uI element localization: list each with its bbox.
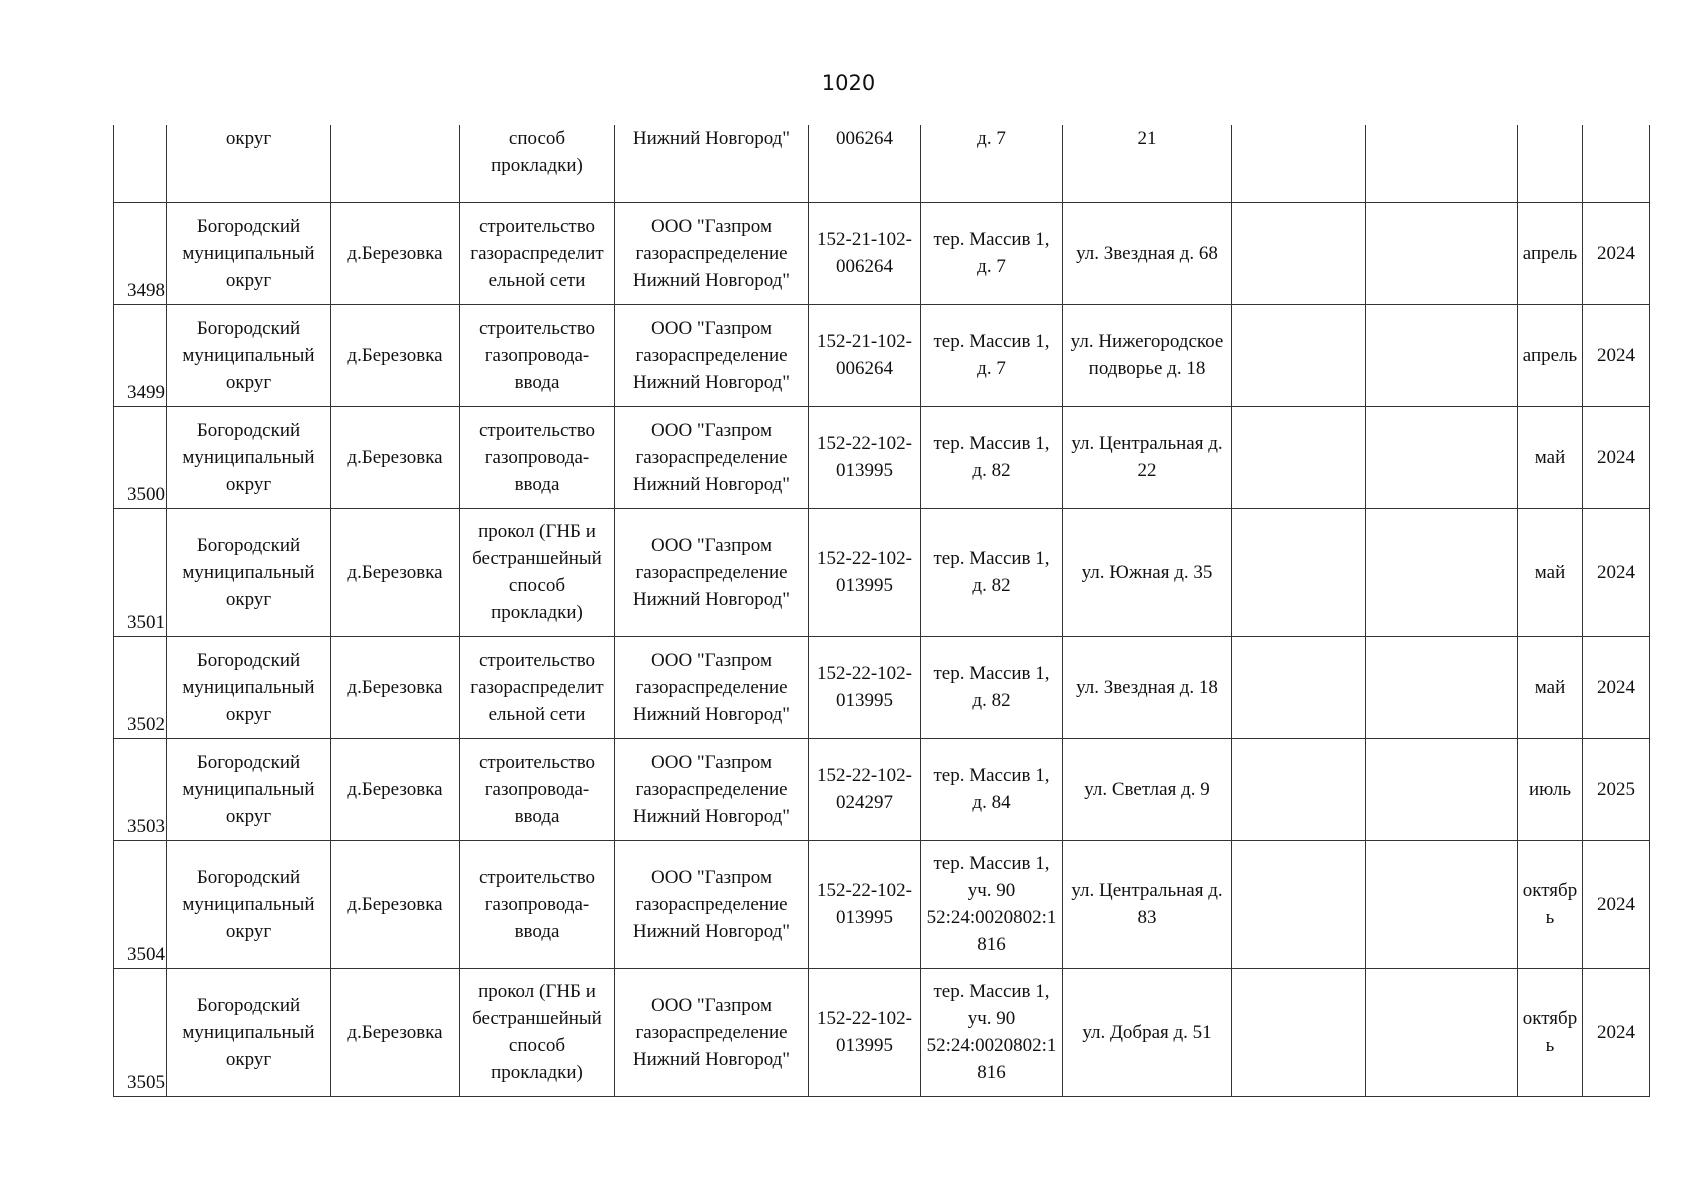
settlement-cell: д.Березовка: [331, 840, 460, 968]
empty-cell: [1232, 508, 1366, 636]
table-row: [114, 304, 1650, 406]
year-cell: 2024: [1583, 636, 1650, 738]
empty-cell: [1366, 968, 1518, 1096]
month-cell: май: [1518, 636, 1583, 738]
settlement-cell: д.Березовка: [331, 304, 460, 406]
empty-cell: [1232, 738, 1366, 840]
month-cell: апрель: [1518, 304, 1583, 406]
empty-cell: [1232, 125, 1366, 202]
empty-cell: [1232, 202, 1366, 304]
empty-cell: [1366, 738, 1518, 840]
district-cell: Богородский муниципальный округ: [167, 738, 331, 840]
row-number-cell: 3500: [114, 406, 167, 508]
address-cell: ул. Добрая д. 51: [1063, 968, 1232, 1096]
address-cell: ул. Южная д. 35: [1063, 508, 1232, 636]
work-type-cell: строительство газопровода- ввода: [460, 406, 615, 508]
company-cell: ООО "Газпром газораспределение Нижний Новгород": [615, 968, 809, 1096]
row-number-cell: 3501: [114, 508, 167, 636]
settlement-cell: д.Березовка: [331, 738, 460, 840]
company-cell: Нижний Новгород": [615, 125, 809, 202]
year-cell: 2024: [1583, 508, 1650, 636]
empty-cell: [1232, 304, 1366, 406]
empty-cell: [1232, 968, 1366, 1096]
row-number-cell: 3505: [114, 968, 167, 1096]
company-cell: ООО "Газпром газораспределение Нижний Новгород": [615, 636, 809, 738]
month-cell: октябр ь: [1518, 840, 1583, 968]
permit-number-cell: 152-21-102- 006264: [809, 202, 921, 304]
company-cell: ООО "Газпром газораспределение Нижний Новгород": [615, 508, 809, 636]
work-type-cell: прокол (ГНБ и бестраншейный способ прокладки): [460, 968, 615, 1096]
table-row: [114, 202, 1650, 304]
month-cell: апрель: [1518, 202, 1583, 304]
location-cell: тер. Массив 1, уч. 90 52:24:0020802:1 816: [921, 840, 1063, 968]
location-cell: тер. Массив 1, д. 7: [921, 304, 1063, 406]
empty-cell: [1232, 406, 1366, 508]
settlement-cell: [331, 125, 460, 202]
permit-number-cell: 152-22-102- 013995: [809, 406, 921, 508]
month-cell: май: [1518, 508, 1583, 636]
empty-cell: [1232, 636, 1366, 738]
empty-cell: [1366, 304, 1518, 406]
work-type-cell: способ прокладки): [460, 125, 615, 202]
district-cell: Богородский муниципальный округ: [167, 304, 331, 406]
work-type-cell: строительство газораспределит ельной сети: [460, 636, 615, 738]
company-cell: ООО "Газпром газораспределение Нижний Новгород": [615, 406, 809, 508]
empty-cell: [1366, 125, 1518, 202]
year-cell: 2024: [1583, 304, 1650, 406]
address-cell: ул. Центральная д. 22: [1063, 406, 1232, 508]
year-cell: 2025: [1583, 738, 1650, 840]
address-cell: ул. Звездная д. 18: [1063, 636, 1232, 738]
empty-cell: [1366, 636, 1518, 738]
location-cell: тер. Массив 1, уч. 90 52:24:0020802:1 816: [921, 968, 1063, 1096]
row-number-cell: [114, 125, 167, 202]
permit-number-cell: 152-22-102- 024297: [809, 738, 921, 840]
permit-number-cell: 006264: [809, 125, 921, 202]
row-number-cell: 3504: [114, 840, 167, 968]
district-cell: Богородский муниципальный округ: [167, 406, 331, 508]
empty-cell: [1366, 406, 1518, 508]
location-cell: тер. Массив 1, д. 82: [921, 508, 1063, 636]
settlement-cell: д.Березовка: [331, 968, 460, 1096]
location-cell: тер. Массив 1, д. 84: [921, 738, 1063, 840]
work-type-cell: строительство газопровода- ввода: [460, 738, 615, 840]
month-cell: май: [1518, 406, 1583, 508]
empty-cell: [1366, 840, 1518, 968]
address-cell: ул. Светлая д. 9: [1063, 738, 1232, 840]
month-cell: [1518, 125, 1583, 202]
work-type-cell: строительство газопровода- ввода: [460, 840, 615, 968]
district-cell: Богородский муниципальный округ: [167, 636, 331, 738]
table-row: [114, 738, 1650, 840]
permit-number-cell: 152-22-102- 013995: [809, 840, 921, 968]
table-row: [114, 968, 1650, 1096]
work-type-cell: строительство газораспределит ельной сети: [460, 202, 615, 304]
month-cell: октябр ь: [1518, 968, 1583, 1096]
permit-number-cell: 152-21-102- 006264: [809, 304, 921, 406]
address-cell: ул. Нижегородское подворье д. 18: [1063, 304, 1232, 406]
settlement-cell: д.Березовка: [331, 636, 460, 738]
district-cell: Богородский муниципальный округ: [167, 508, 331, 636]
row-number-cell: 3499: [114, 304, 167, 406]
district-cell: Богородский муниципальный округ: [167, 202, 331, 304]
row-number-cell: 3498: [114, 202, 167, 304]
year-cell: 2024: [1583, 406, 1650, 508]
year-cell: [1583, 125, 1650, 202]
row-number-cell: 3502: [114, 636, 167, 738]
permit-number-cell: 152-22-102- 013995: [809, 968, 921, 1096]
year-cell: 2024: [1583, 202, 1650, 304]
empty-cell: [1366, 202, 1518, 304]
page-number: 1020: [821, 71, 876, 95]
year-cell: 2024: [1583, 840, 1650, 968]
company-cell: ООО "Газпром газораспределение Нижний Новгород": [615, 840, 809, 968]
table-row: [114, 508, 1650, 636]
table-body: [114, 125, 1650, 1096]
empty-cell: [1232, 840, 1366, 968]
settlement-cell: д.Березовка: [331, 406, 460, 508]
settlement-cell: д.Березовка: [331, 508, 460, 636]
work-type-cell: строительство газопровода- ввода: [460, 304, 615, 406]
row-number-cell: 3503: [114, 738, 167, 840]
address-cell: ул. Центральная д. 83: [1063, 840, 1232, 968]
empty-cell: [1366, 508, 1518, 636]
district-cell: Богородский муниципальный округ: [167, 968, 331, 1096]
location-cell: д. 7: [921, 125, 1063, 202]
work-type-cell: прокол (ГНБ и бестраншейный способ прокладки): [460, 508, 615, 636]
company-cell: ООО "Газпром газораспределение Нижний Новгород": [615, 738, 809, 840]
company-cell: ООО "Газпром газораспределение Нижний Новгород": [615, 304, 809, 406]
year-cell: 2024: [1583, 968, 1650, 1096]
continuation-row: [114, 125, 1650, 202]
table-row: [114, 636, 1650, 738]
district-cell: округ: [167, 125, 331, 202]
table-row: [114, 406, 1650, 508]
company-cell: ООО "Газпром газораспределение Нижний Новгород": [615, 202, 809, 304]
district-cell: Богородский муниципальный округ: [167, 840, 331, 968]
register-table: [113, 125, 1650, 1097]
location-cell: тер. Массив 1, д. 82: [921, 406, 1063, 508]
table-row: [114, 840, 1650, 968]
permit-number-cell: 152-22-102- 013995: [809, 508, 921, 636]
address-cell: 21: [1063, 125, 1232, 202]
location-cell: тер. Массив 1, д. 7: [921, 202, 1063, 304]
month-cell: июль: [1518, 738, 1583, 840]
permit-number-cell: 152-22-102- 013995: [809, 636, 921, 738]
address-cell: ул. Звездная д. 68: [1063, 202, 1232, 304]
settlement-cell: д.Березовка: [331, 202, 460, 304]
location-cell: тер. Массив 1, д. 82: [921, 636, 1063, 738]
